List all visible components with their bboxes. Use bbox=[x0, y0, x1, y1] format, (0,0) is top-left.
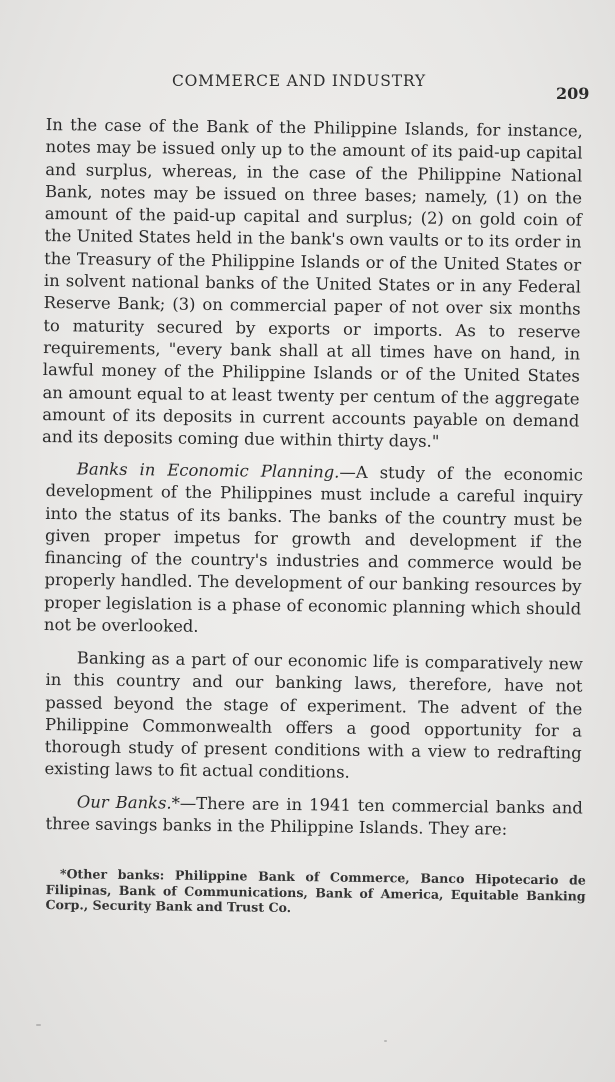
paragraph-banks-in-economic-planning bbox=[44, 458, 583, 643]
section-lead-banks-in-economic-planning: Banks in Economic Planning. bbox=[76, 459, 340, 483]
section-lead-our-banks: Our Banks.* bbox=[76, 791, 180, 813]
paper-speck bbox=[36, 1024, 41, 1026]
running-head: COMMERCE AND INDUSTRY bbox=[172, 72, 426, 90]
paragraph-our-banks bbox=[45, 791, 583, 842]
paragraph-body: —A study of the economic development of the Philippines must include a careful inquiry into the status of its banks. The banks of the country must be given proper impetus for growth and development if the financing of the country's industries and commerce would be properly handled. The development of our banking resources by proper legislation is a phase of economic planning which should not be overlooked. bbox=[43, 463, 583, 637]
paragraph-body: —There are in 1941 ten commercial banks and three savings banks in the Philippine Islands. They are: bbox=[45, 793, 583, 839]
paper-speck bbox=[384, 1040, 387, 1042]
page-number: 209 bbox=[556, 84, 590, 103]
footnote: *Other banks: Philippine Bank of Commerce, Banco Hipotecario de Filipinas, Bank of Communications, Bank of America, Equitable Banking Corp., Security Bank and Trust Co. bbox=[45, 866, 586, 915]
body-text bbox=[41, 114, 583, 839]
paragraph-banking-economic-life: Banking as a part of our economic life is comparatively new in this country and our banking laws, therefore, have not passed beyond the stage of experiment. The advent of the Philippine Commonwealth offers a good opportunity for a thorough study of present conditions with a view to redrafting existing laws to fit actual conditions. bbox=[44, 648, 583, 783]
paragraph-bank-notes: In the case of the Bank of the Philippine Islands, for instance, notes may be issued only up to the amount of its paid-up capital and surplus, whereas, in the case of the Philippine National Bank, notes may be issued on three bases; namely, (1) on the amount of the paid-up capital and surplus; (2) on gold coin of the United States held in the bank's own vaults or to its order in the Treasury of the Philippine Islands or of the United States or in solvent national banks of the United States or in any Federal Reserve Bank; (3) on commercial paper of not over six months to maturity secured by exports or imports. As to reserve requirements, "every bank shall at all times have on hand, in lawful money of the Philippine Islands or of the United States an amount equal to at least twenty per centum of the aggregate amount of its deposits in current accounts payable on demand and its deposits coming due within thirty days." bbox=[41, 114, 583, 451]
